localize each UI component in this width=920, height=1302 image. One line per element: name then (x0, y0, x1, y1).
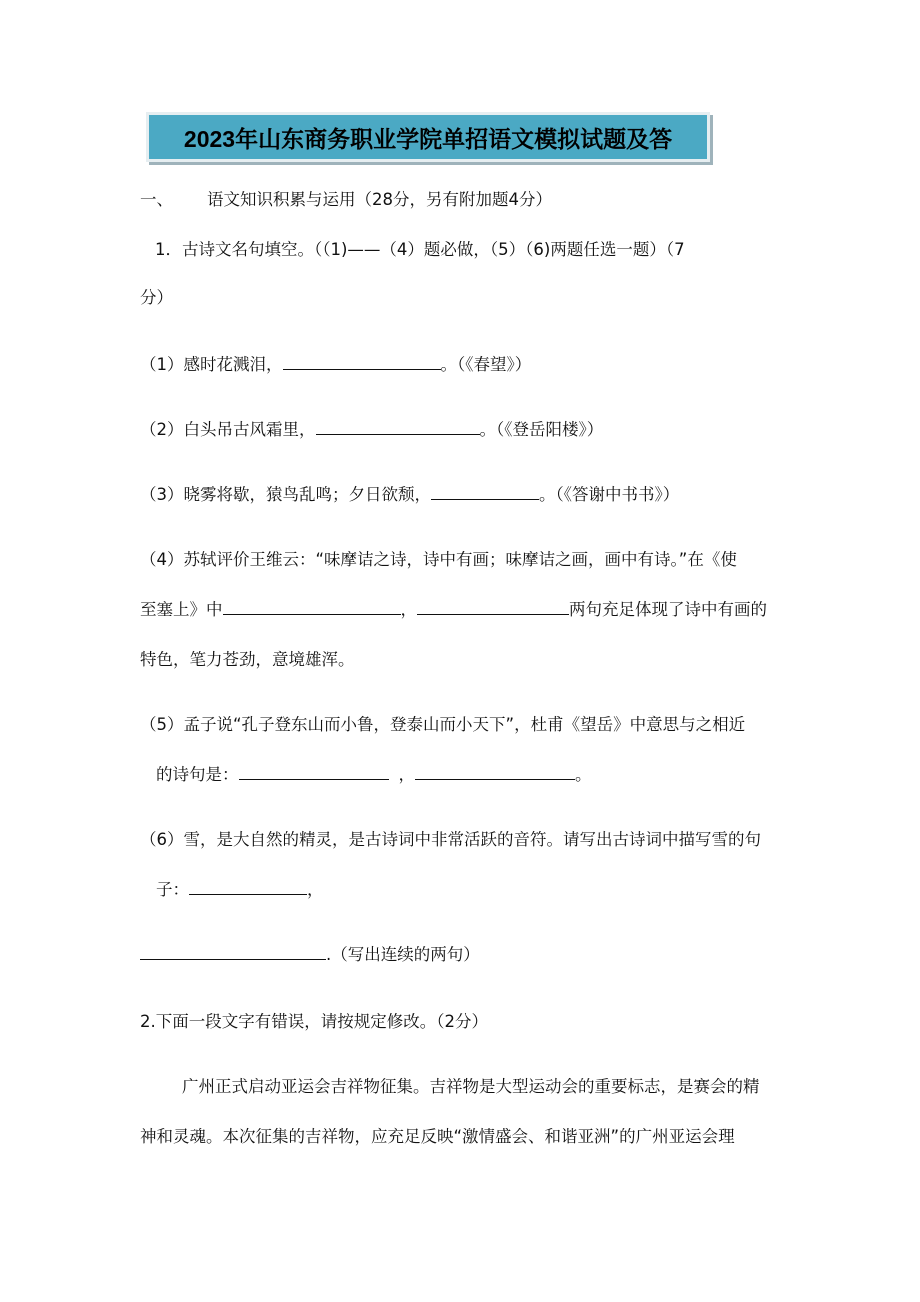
item-3: （3）晓雾将歇，猿鸟乱鸣；夕日欲颓， 。（《答谢中书书》） (140, 485, 680, 504)
answer-blank[interactable] (140, 943, 326, 960)
answer-blank[interactable] (239, 763, 389, 780)
question-2: 2.下面一段文字有错误，请按规定修改。（2分） (140, 1012, 488, 1031)
answer-blank[interactable] (316, 418, 480, 435)
passage-line-2: 神和灵魂。本次征集的吉祥物，应充足反映“激情盛会、和谐亚洲”的广州亚运会理 (140, 1127, 735, 1146)
item-4: （4）苏轼评价王维云：“味摩诘之诗，诗中有画；味摩诘之画，画中有诗。”在《使 (140, 550, 737, 569)
item-6-cont: 子： ， (156, 880, 324, 899)
question-1-cont: 分） (140, 288, 173, 307)
answer-blank[interactable] (431, 483, 539, 500)
answer-blank[interactable] (223, 598, 401, 615)
section-title: 语文知识积累与运用（28分，另有附加题4分） (207, 190, 552, 209)
item-6-cont2: .（写出连续的两句） (140, 943, 480, 967)
answer-blank[interactable] (417, 598, 569, 615)
answer-blank[interactable] (189, 878, 307, 895)
document-title: 2023年山东商务职业学院单招语文模拟试题及答 (183, 125, 673, 152)
item-5: （5）孟子说“孔子登东山而小鲁，登泰山而小天下”，杜甫《望岳》中意思与之相近 (140, 715, 746, 734)
passage-line-1: 广州正式启动亚运会吉祥物征集。吉祥物是大型运动会的重要标志，是赛会的精 (182, 1077, 760, 1096)
item-4-cont: 至塞上》中 ， 两句充足体现了诗中有画的 (140, 600, 767, 619)
item-6: （6）雪，是大自然的精灵，是古诗词中非常活跃的音符。请写出古诗词中描写雪的句 (140, 830, 761, 849)
answer-blank[interactable] (283, 353, 441, 370)
section-heading (140, 188, 552, 212)
section-number: 一、 (140, 190, 173, 209)
question-1: 1．古诗文名句填空。（（1)——（4）题必做，（5）（6)两题任选一题）（7 (155, 240, 685, 259)
item-5-cont: 的诗句是： ， 。 (156, 765, 592, 784)
item-2: （2）白头吊古风霜里， 。（《登岳阳楼》） (140, 420, 604, 439)
title-banner (146, 112, 710, 162)
item-4-cont2: 特色，笔力苍劲，意境雄浑。 (140, 650, 355, 669)
answer-blank[interactable] (415, 763, 575, 780)
item-1: （1）感时花溅泪， 。（《春望》） (140, 355, 532, 374)
